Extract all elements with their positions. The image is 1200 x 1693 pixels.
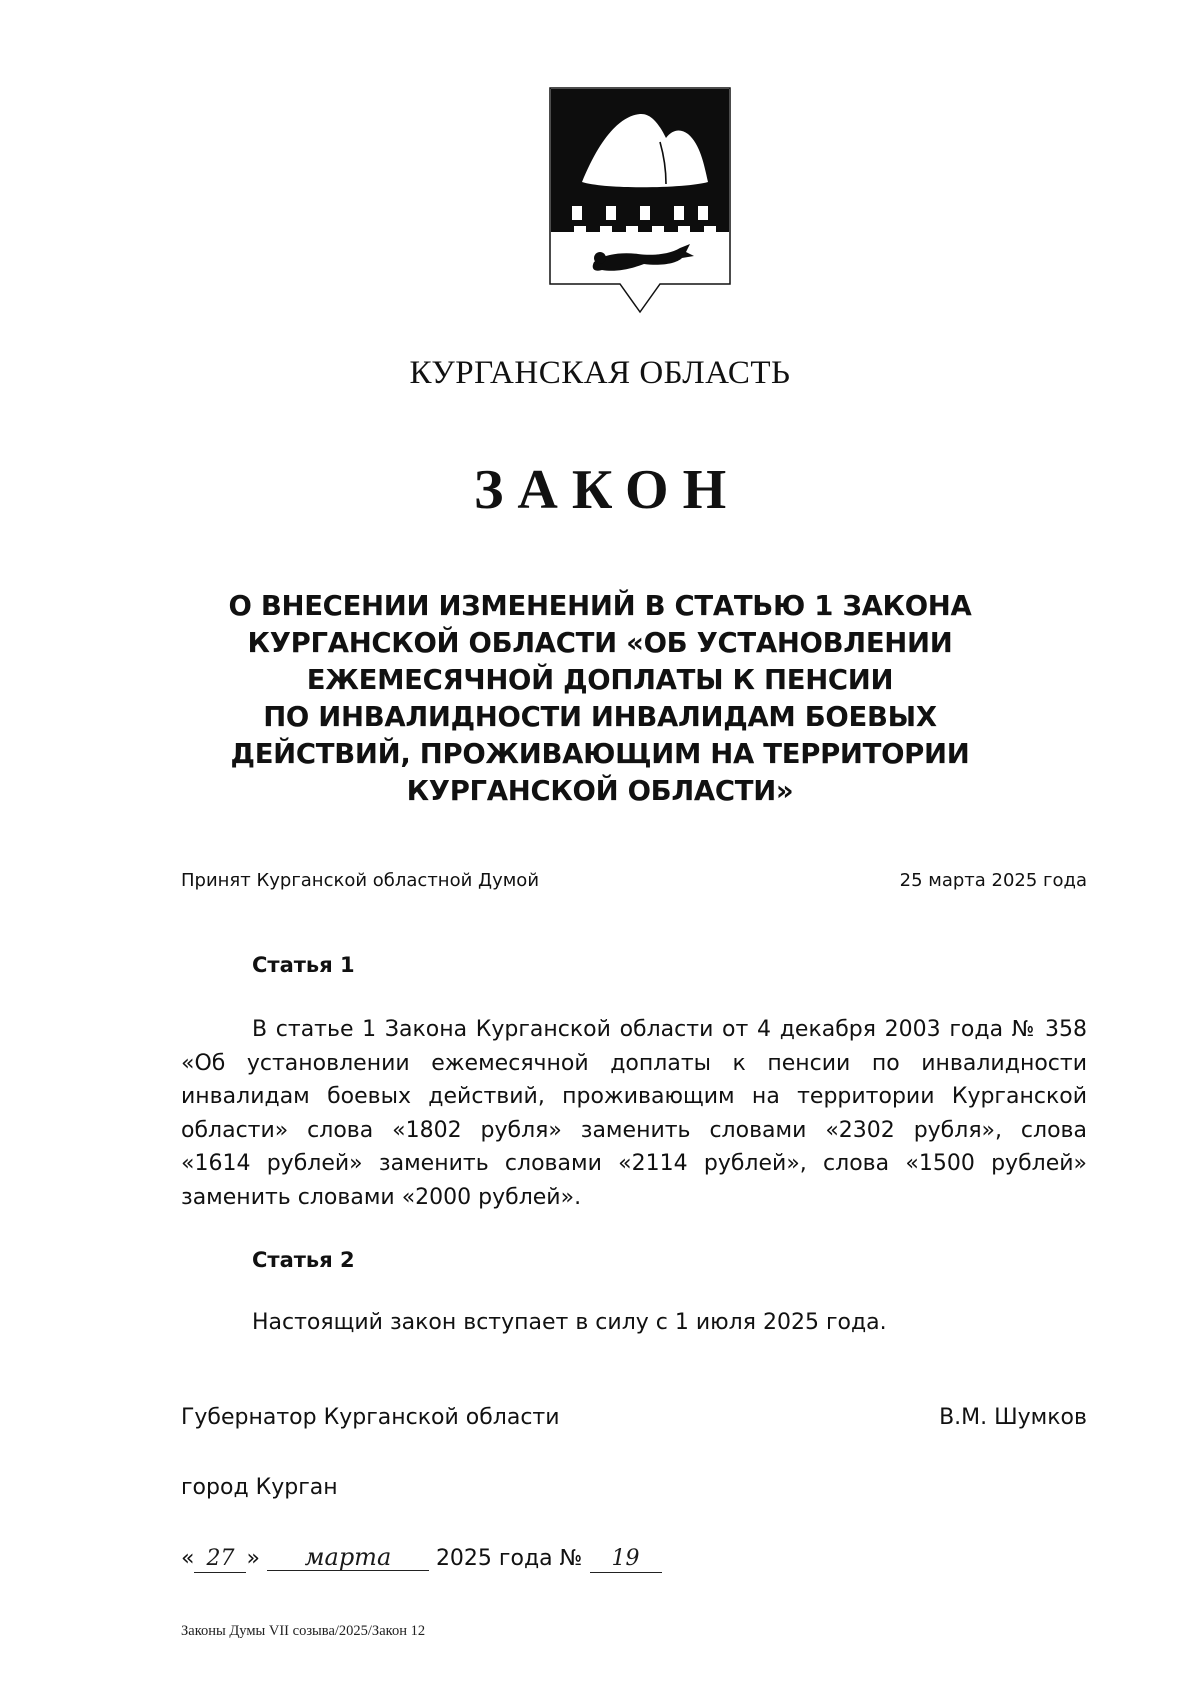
article-1-line: В статье 1 Закона Курганской области от 4 декабря 2003 года № 358: [252, 1017, 1087, 1042]
article-1-text: [181, 1013, 1087, 1214]
close-quote: »: [246, 1546, 260, 1571]
enactment-date-line: [181, 1544, 662, 1573]
place-of-signing: город Курган: [181, 1475, 338, 1500]
adoption-date: 25 марта 2025 года: [899, 870, 1087, 891]
law-heading-line: ДЕЙСТВИЙ, ПРОЖИВАЮЩИМ НА ТЕРРИТОРИИ: [230, 738, 970, 770]
adoption-line: [181, 870, 1087, 891]
handwritten-month: марта: [267, 1544, 429, 1571]
law-heading-line: ЕЖЕМЕСЯЧНОЙ ДОПЛАТЫ К ПЕНСИИ: [306, 664, 894, 696]
signature-block: [181, 1405, 1087, 1430]
article-1-line: «Об установлении ежемесячной доплаты к пенсии по инвалидности: [181, 1050, 1087, 1076]
article-1-line: инвалидам боевых действий, проживающим на территории Курганской: [181, 1084, 1087, 1109]
law-heading-line: КУРГАНСКОЙ ОБЛАСТИ»: [406, 775, 794, 807]
coat-of-arms-emblem: [548, 86, 732, 320]
law-heading: [200, 588, 1000, 810]
open-quote: «: [181, 1546, 195, 1571]
signatory-position: Губернатор Курганской области: [181, 1405, 560, 1430]
law-heading-line: КУРГАНСКОЙ ОБЛАСТИ «ОБ УСТАНОВЛЕНИИ: [247, 627, 953, 659]
handwritten-law-number: 19: [590, 1546, 662, 1573]
year-and-number-label: 2025 года №: [435, 1546, 583, 1571]
document-type-title: ЗАКОН: [473, 459, 741, 521]
article-2-line: Настоящий закон вступает в силу с 1 июля 2025 года.: [252, 1310, 887, 1335]
law-heading-line: О ВНЕСЕНИИ ИЗМЕНЕНИЙ В СТАТЬЮ 1 ЗАКОНА: [228, 590, 972, 622]
article-1-line: заменить словами «2000 рублей».: [181, 1184, 582, 1210]
file-reference-footer: Законы Думы VII созыва/2025/Закон 12: [181, 1623, 426, 1639]
law-heading-line: ПО ИНВАЛИДНОСТИ ИНВАЛИДАМ БОЕВЫХ: [263, 701, 937, 733]
signatory-name: В.М. Шумков: [939, 1405, 1087, 1430]
region-name: КУРГАНСКАЯ ОБЛАСТЬ: [409, 355, 791, 391]
article-1-line: «1614 рублей» заменить словами «2114 рублей», слова «1500 рублей»: [181, 1151, 1087, 1176]
handwritten-day: 27: [194, 1546, 246, 1573]
adopted-by: Принят Курганской областной Думой: [181, 870, 540, 891]
article-1-line: области» слова «1802 рубля» заменить словами «2302 рубля», слова: [181, 1117, 1087, 1143]
article-2-title: Статья 2: [252, 1248, 355, 1272]
article-1-title: Статья 1: [252, 953, 355, 977]
article-2-text: [181, 1306, 1087, 1340]
